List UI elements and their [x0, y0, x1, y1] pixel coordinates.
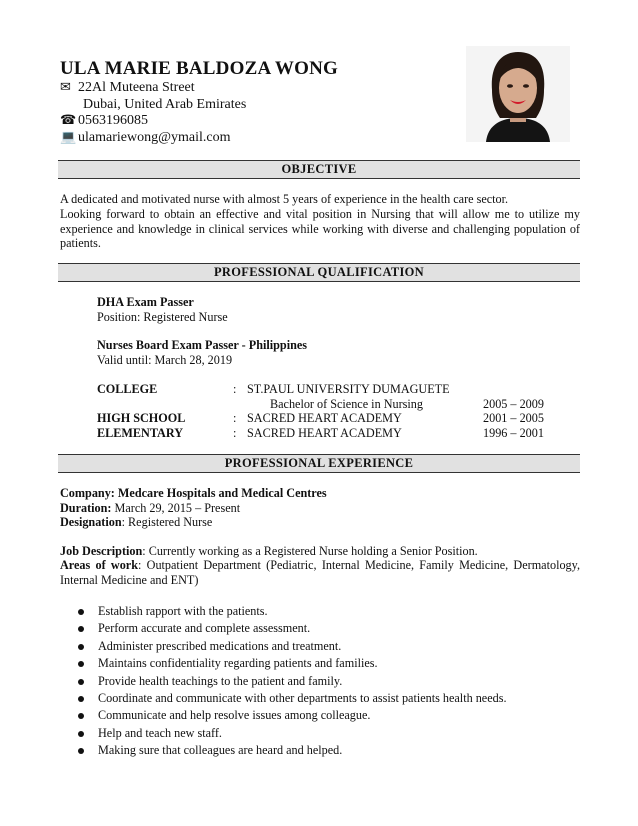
dha-title: DHA Exam Passer: [97, 295, 194, 309]
board-valid: Valid until: March 28, 2019: [97, 353, 233, 367]
job-description-label: Job Description: [60, 544, 143, 558]
education-sep-elementary: :: [233, 426, 237, 440]
experience-heading: PROFESSIONAL EXPERIENCE: [58, 454, 580, 473]
education-level-highschool: HIGH SCHOOL: [97, 411, 186, 425]
education-level-college: COLLEGE: [97, 382, 158, 396]
list-item: Communicate and help resolve issues among colleague.: [78, 707, 507, 724]
company-label: Company:: [60, 486, 115, 500]
address-line-1: [60, 80, 195, 96]
areas-value: : Outpatient Department (Pediatric, Internal Medicine, Family Medicine, Dermatology, Internal Medicine and ENT): [60, 558, 580, 587]
address-city: Dubai, United Arab Emirates: [83, 97, 247, 112]
education-sep-college: :: [233, 382, 237, 396]
board-title: Nurses Board Exam Passer - Philippines: [97, 338, 308, 352]
computer-icon: 💻: [60, 130, 77, 145]
education-school-college: ST.PAUL UNIVERSITY DUMAGUETE: [247, 382, 450, 396]
education-years-elementary: 1996 – 2001: [483, 426, 544, 440]
dha-position: Position: Registered Nurse: [97, 310, 228, 324]
bullet-icon: [78, 661, 84, 667]
bullet-icon: [78, 679, 84, 685]
list-item: Establish rapport with the patients.: [78, 603, 507, 620]
job-description-line: [60, 544, 478, 559]
phone-line: [60, 113, 148, 129]
designation-line: [60, 515, 212, 530]
objective-heading: OBJECTIVE: [58, 160, 580, 179]
education-sep-highschool: :: [233, 411, 237, 425]
bullet-icon: [78, 644, 84, 650]
education-level-elementary: ELEMENTARY: [97, 426, 184, 440]
company-line: [60, 486, 327, 501]
objective-line-2: Looking forward to obtain an effective and vital position in Nursing that will allow me to utilize my experience and knowledge in clinical services while working with diverse and challenging population of patients.: [60, 207, 580, 250]
objective-line-1: A dedicated and motivated nurse with almost 5 years of experience in the health care sector.: [60, 192, 509, 206]
list-item: Perform accurate and complete assessment.: [78, 620, 507, 637]
designation-value: : Registered Nurse: [121, 515, 213, 529]
bullet-icon: [78, 731, 84, 737]
email-address: ulamariewong@ymail.com: [78, 130, 231, 145]
duration-value: March 29, 2015 – Present: [114, 501, 241, 515]
profile-photo: [466, 46, 570, 142]
phone-number: 0563196085: [78, 113, 148, 128]
list-item: Administer prescribed medications and treatment.: [78, 638, 507, 655]
address-street: 22Al Muteena Street: [78, 80, 195, 95]
job-description-value: : Currently working as a Registered Nurse holding a Senior Position.: [142, 544, 478, 558]
list-item: Help and teach new staff.: [78, 725, 507, 742]
education-school-elementary: SACRED HEART ACADEMY: [247, 426, 402, 440]
education-school-highschool: SACRED HEART ACADEMY: [247, 411, 402, 425]
list-item: Provide health teachings to the patient and family.: [78, 673, 507, 690]
education-years-highschool: 2001 – 2005: [483, 411, 544, 425]
duties-list: [78, 603, 507, 760]
company-name: Medcare Hospitals and Medical Centres: [117, 486, 327, 500]
bullet-icon: [78, 609, 84, 615]
areas-label: Areas of work: [60, 558, 138, 572]
bullet-icon: [78, 748, 84, 754]
list-item: Maintains confidentiality regarding patients and families.: [78, 655, 507, 672]
list-item: Making sure that colleagues are heard and helped.: [78, 742, 507, 759]
designation-label: Designation: [60, 515, 122, 529]
bullet-icon: [78, 626, 84, 632]
profile-photo-portrait: [466, 46, 570, 142]
applicant-name: ULA MARIE BALDOZA WONG: [60, 58, 339, 79]
qualification-heading: PROFESSIONAL QUALIFICATION: [58, 263, 580, 282]
email-line: [60, 130, 230, 146]
duration-label: Duration:: [60, 501, 112, 515]
bullet-icon: [78, 696, 84, 702]
duration-line: [60, 501, 240, 516]
phone-icon: ☎: [60, 113, 77, 128]
envelope-icon: ✉: [60, 80, 71, 95]
bullet-icon: [78, 713, 84, 719]
education-years-college: 2005 – 2009: [483, 397, 544, 411]
areas-of-work: [60, 558, 580, 587]
list-item: Coordinate and communicate with other departments to assist patients health needs.: [78, 690, 507, 707]
education-degree: Bachelor of Science in Nursing: [270, 397, 423, 411]
